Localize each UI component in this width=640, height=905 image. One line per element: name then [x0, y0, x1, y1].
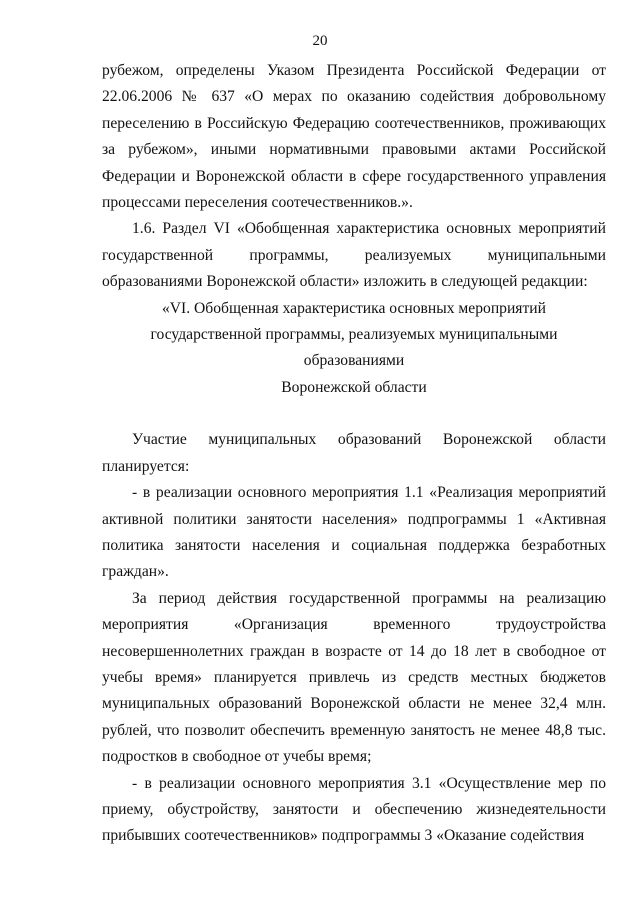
paragraph-continuation: рубежом, определены Указом Президента Российской Федерации от 22.06.2006 № 637 «О мерах по оказанию содействия добровольному переселению в Российскую Федерацию соотечественников, проживающих за рубежом», иными нормативными правовыми актами Российской Федерации и Воронежской области в сфере государственного управления процессами переселения соотечественников.». [102, 62, 606, 212]
paragraph-section-1-6: 1.6. Раздел VI «Обобщенная характеристика основных мероприятий государственной программы, реализуемых муниципальными образованиями Воронежской области» изложить в следующей редакции: [102, 220, 606, 291]
paragraph-measure-1-1: - в реализации основного мероприятия 1.1 «Реализация мероприятий активной политики занятости населения» подпрограммы 1 «Активная политика занятости населения и социальная поддержка безработных граждан». [102, 484, 606, 581]
spacer [102, 401, 606, 427]
paragraph-funding: За период действия государственной программы на реализацию мероприятия «Организация временного трудоустройства несовершеннолетних граждан в возрасте от 14 до 18 лет в свободное от учебы время» планируется привлечь из средств местных бюджетов муниципальных образований Воронежской области не менее 32,4 млн. рублей, что позволит обеспечить временную занятость не менее 48,8 тыс. подростков в свободное от учебы время; [102, 589, 606, 766]
document-body [102, 58, 606, 850]
page-number: 20 [312, 33, 328, 49]
section-heading-line-1: «VI. Обобщенная характеристика основных мероприятий [162, 299, 546, 317]
paragraph-participation: Участие муниципальных образований Воронежской области планируется: [102, 431, 606, 475]
section-heading-line-3: Воронежской области [281, 378, 427, 396]
section-heading-line-2: государственной программы, реализуемых муниципальными образованиями [150, 326, 558, 370]
paragraph-measure-3-1: - в реализации основного мероприятия 3.1 «Осуществление мер по приему, обустройству, занятости и обеспечению жизнедеятельности прибывших соотечественников» подпрограммы 3 «Оказание содействия [102, 774, 606, 845]
